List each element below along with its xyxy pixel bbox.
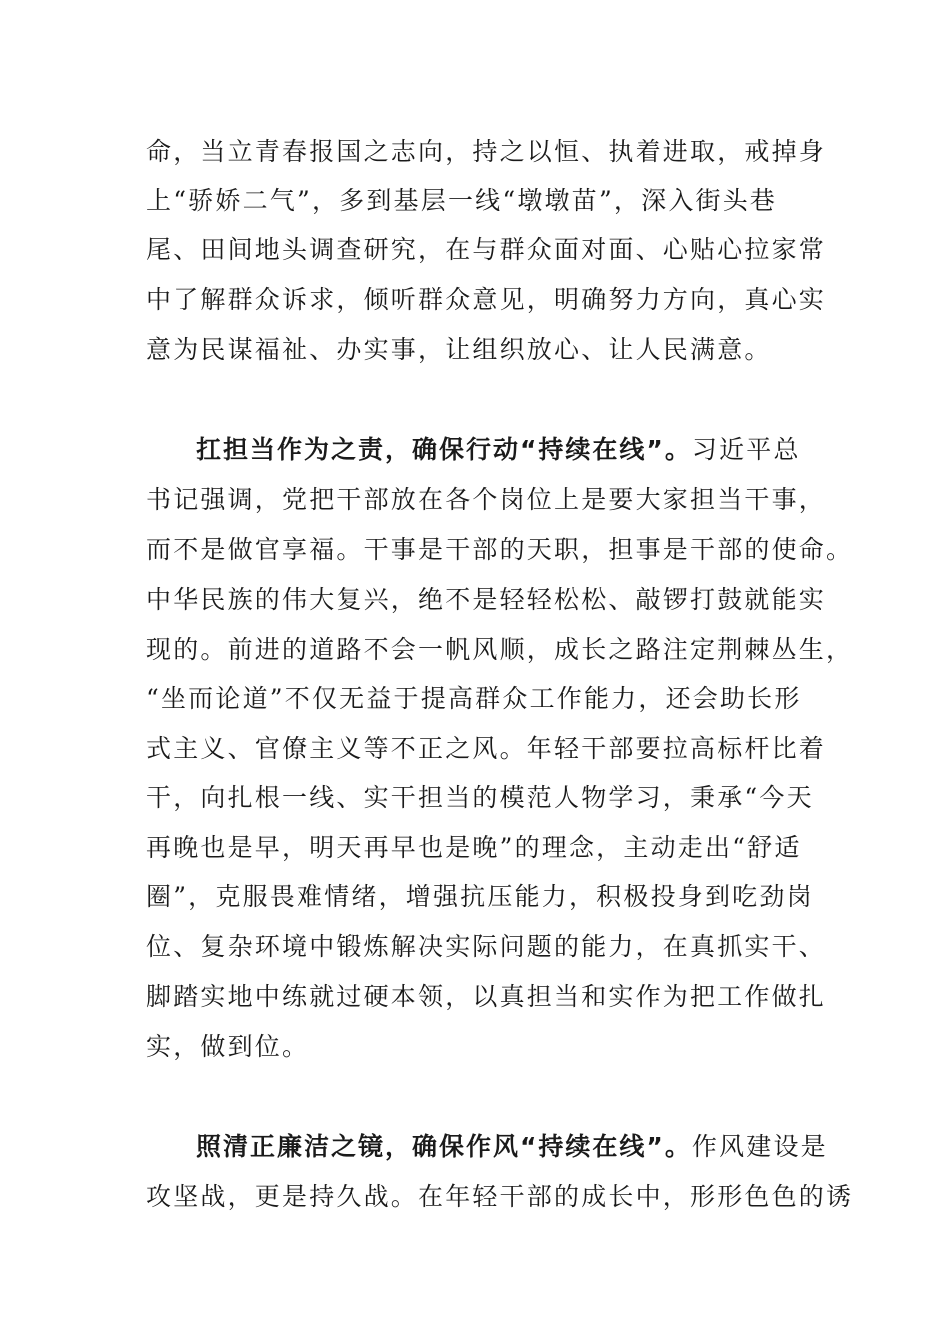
paragraph-2-line-6: “坐而论道”不仅无益于提高群众工作能力，还会助长形: [146, 684, 802, 713]
paragraph-1-line-3: 尾、田间地头调查研究，在与群众面对面、心贴心拉家常: [146, 235, 827, 264]
paragraph-1-line-5: 意为民谋福祉、办实事，让组织放心、让人民满意。: [146, 335, 772, 364]
paragraph-2-heading: 扛担当作为之责，确保行动“持续在线”。: [196, 435, 692, 464]
paragraph-1-line-1: 命，当立青春报国之志向，持之以恒、执着进取，戒掉身: [146, 137, 827, 166]
paragraph-2-line-8: 干，向扎根一线、实干担当的模范人物学习，秉承“今天: [146, 783, 814, 812]
paragraph-2-line-5: 现的。前进的道路不会一帆风顺，成长之路注定荆棘丛生，: [146, 635, 854, 664]
paragraph-2-line-4: 中华民族的伟大复兴，绝不是轻轻松松、敲锣打鼓就能实: [146, 585, 827, 614]
paragraph-2-line-10: 圈”，克服畏难情绪，增强抗压能力，积极投身到吃劲岗: [146, 882, 814, 911]
paragraph-2-line-11: 位、复杂环境中锻炼解决实际问题的能力，在真抓实干、: [146, 932, 827, 961]
paragraph-3-heading: 照清正廉洁之镜，确保作风“持续在线”。: [196, 1132, 692, 1161]
paragraph-3-line-1-rest: 作风建设是: [691, 1132, 828, 1161]
paragraph-2-line-7: 式主义、官僚主义等不正之风。年轻干部要拉高标杆比着: [146, 734, 827, 763]
paragraph-3-line-2: 攻坚战，更是持久战。在年轻干部的成长中，形形色色的诱: [146, 1182, 854, 1211]
paragraph-2-line-13: 实，做到位。: [146, 1032, 310, 1061]
paragraph-3-line-1: [196, 1127, 876, 1167]
paragraph-1-line-4: 中了解群众诉求，倾听群众意见，明确努力方向，真心实: [146, 285, 827, 314]
paragraph-2-line-9: 再晚也是早，明天再早也是晚”的理念，主动走出“舒适: [146, 833, 802, 862]
paragraph-2-line-1: [196, 430, 876, 470]
paragraph-2-line-2: 书记强调，党把干部放在各个岗位上是要大家担当干事，: [146, 485, 827, 514]
paragraph-2-line-1-rest: 习近平总: [691, 435, 801, 464]
paragraph-2-line-3: 而不是做官享福。干事是干部的天职，担事是干部的使命。: [146, 535, 854, 564]
paragraph-1-line-2: 上“骄娇二气”，多到基层一线“墩墩苗”，深入街头巷: [146, 186, 778, 215]
paragraph-2-line-12: 脚踏实地中练就过硬本领，以真担当和实作为把工作做扎: [146, 982, 827, 1011]
